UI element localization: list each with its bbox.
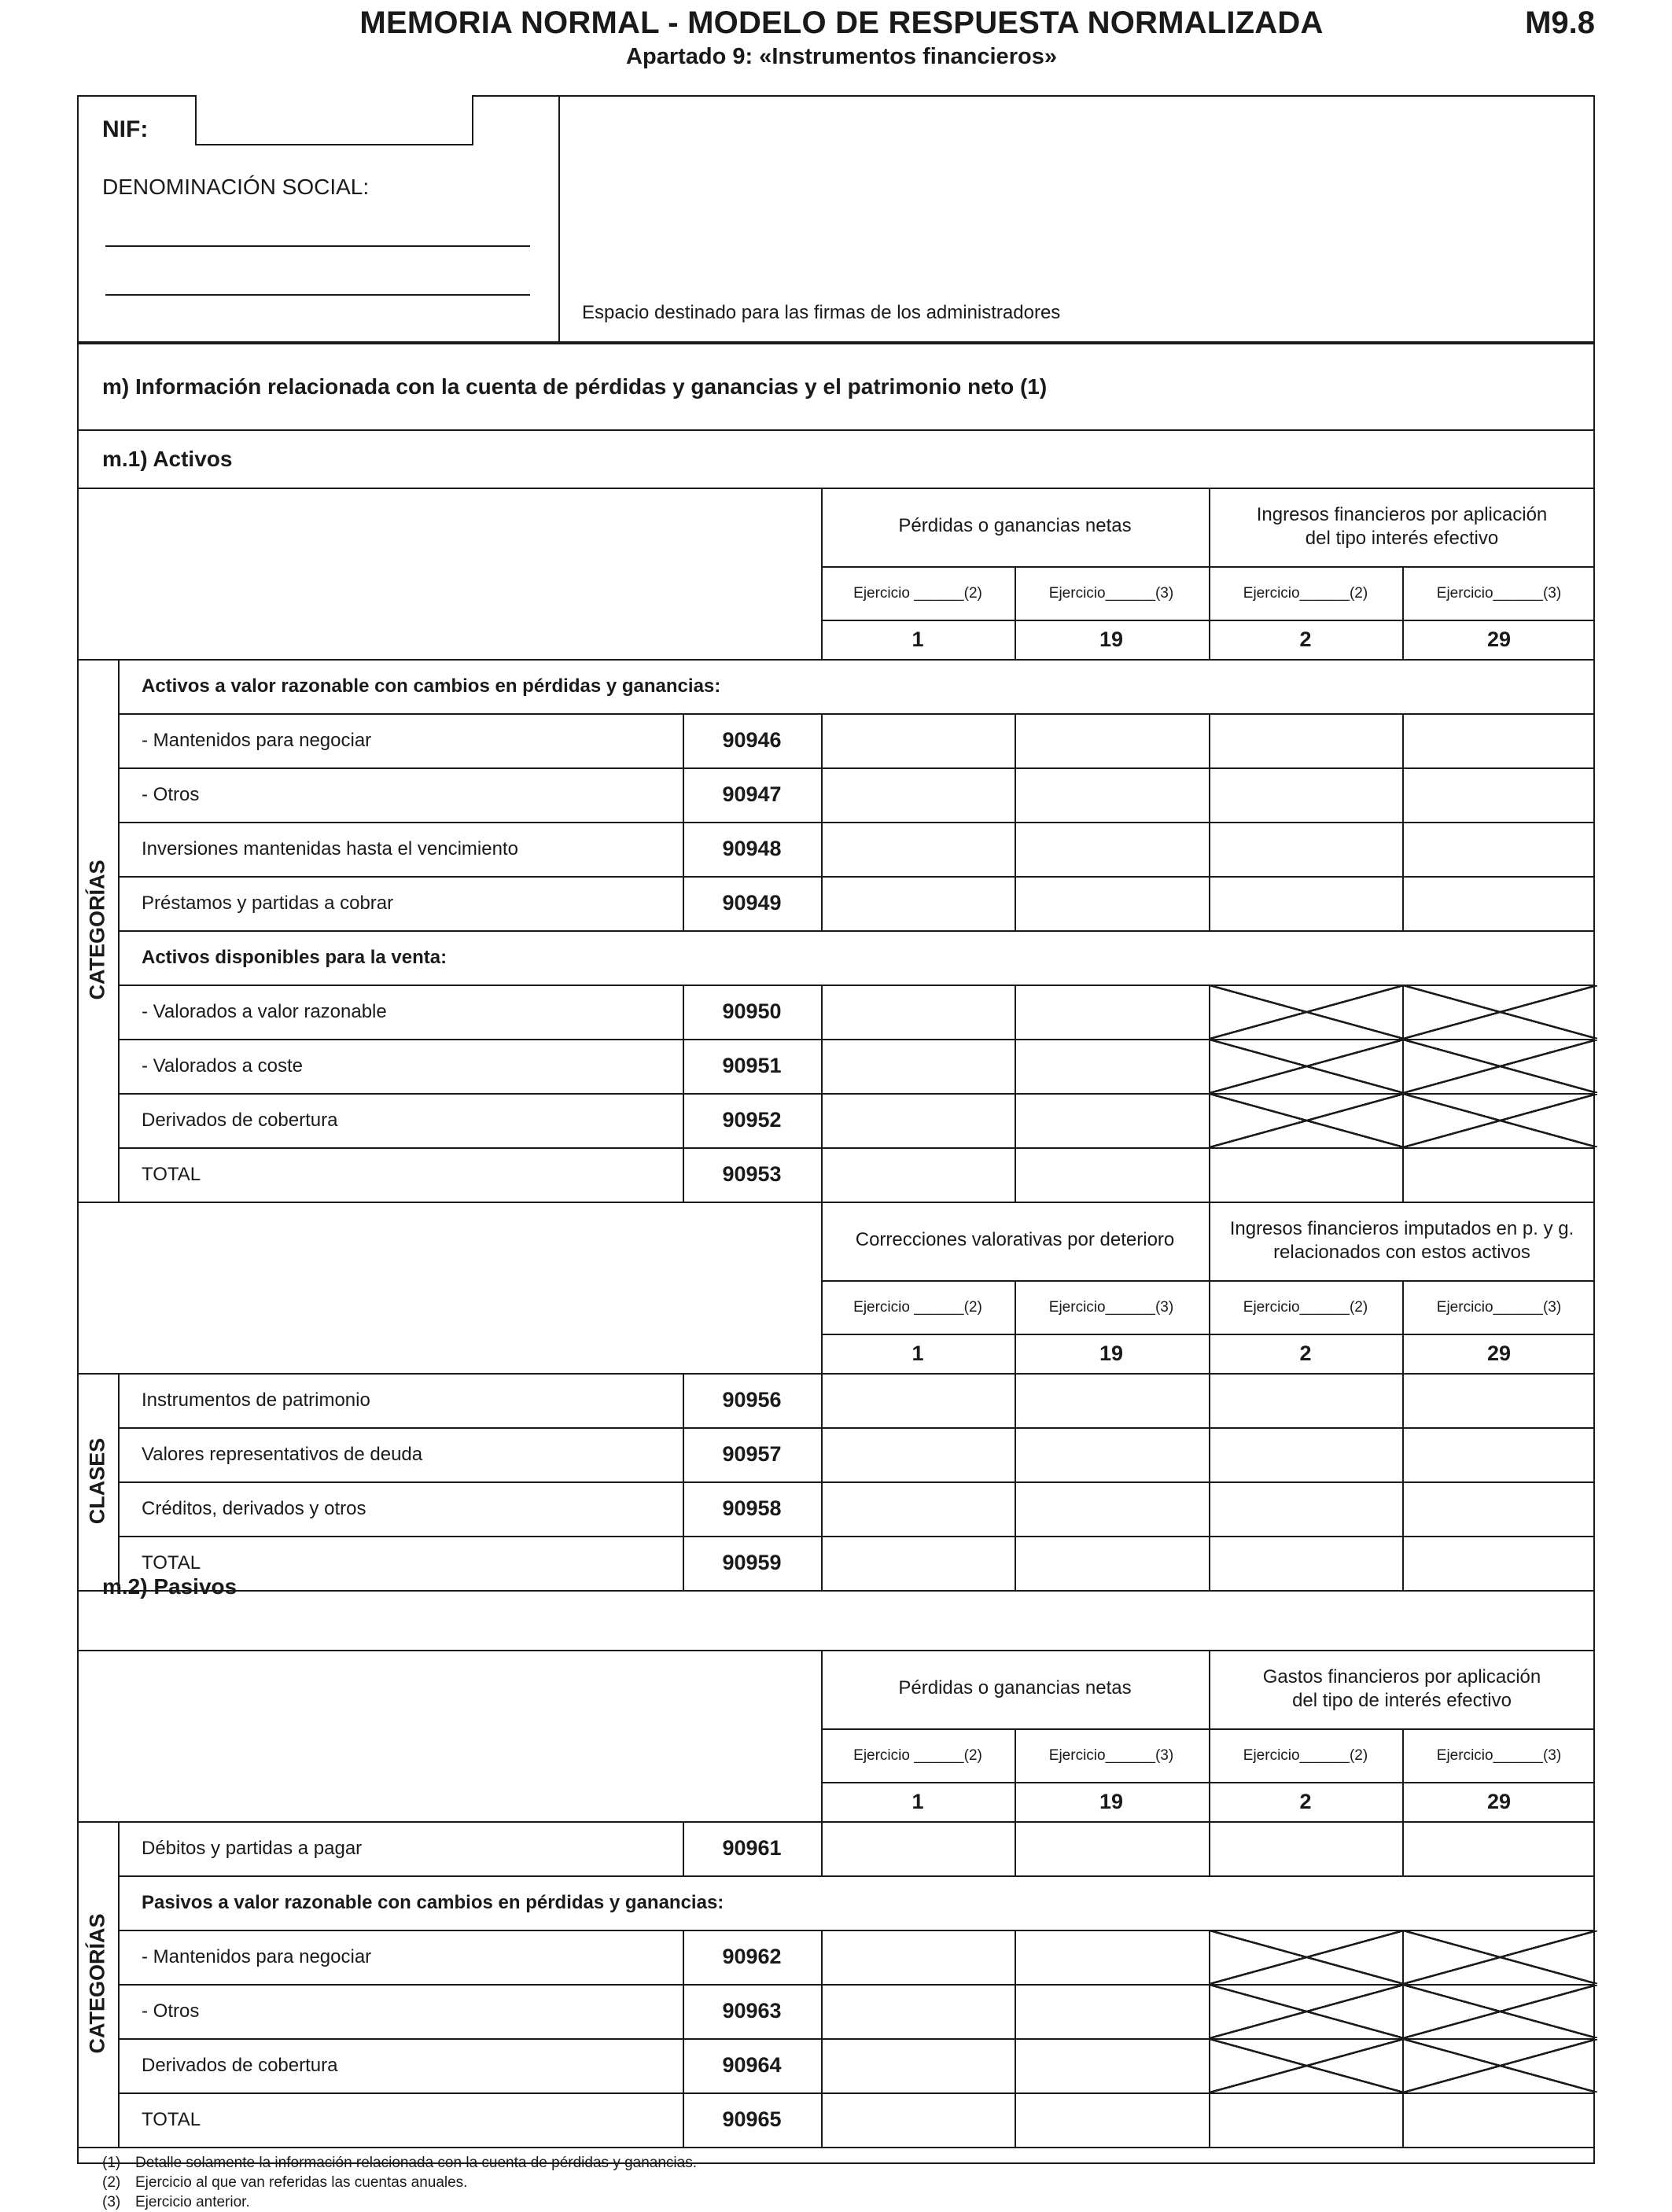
ejercicio-header[interactable]: Ejercicio______(2) bbox=[1243, 1299, 1368, 1316]
input-cell[interactable] bbox=[823, 878, 1015, 929]
row-label: TOTAL bbox=[142, 2108, 201, 2130]
column-number: 2 bbox=[1299, 1790, 1312, 1813]
footnote bbox=[102, 2153, 697, 2173]
grid-line-h bbox=[821, 1334, 1595, 1335]
crossed-out-cell bbox=[1210, 985, 1404, 1039]
row-code: 90958 bbox=[722, 1496, 782, 1520]
side-label: CATEGORÍAS bbox=[85, 859, 109, 1000]
input-cell[interactable] bbox=[1404, 1375, 1596, 1426]
footnote-number: (1) bbox=[102, 2155, 121, 2171]
input-cell[interactable] bbox=[1016, 769, 1208, 821]
row-col-divider bbox=[683, 2038, 684, 2092]
col-group-header: Ingresos financieros por aplicación bbox=[1256, 504, 1548, 525]
input-cell[interactable] bbox=[823, 823, 1015, 875]
row-code: 90956 bbox=[722, 1387, 782, 1411]
row-col-divider bbox=[683, 767, 684, 822]
nif-label: NIF: bbox=[102, 116, 149, 142]
form-title: MEMORIA NORMAL - MODELO DE RESPUESTA NORMALIZADA bbox=[359, 6, 1324, 40]
footnote-text: Detalle solamente la información relacionada con la cuenta de pérdidas y ganancias. bbox=[135, 2155, 697, 2171]
input-cell[interactable] bbox=[1404, 878, 1596, 929]
ejercicio-header[interactable]: Ejercicio______(3) bbox=[1436, 1299, 1562, 1316]
grid-line-h bbox=[821, 620, 1595, 621]
input-cell[interactable] bbox=[1404, 1429, 1596, 1481]
ejercicio-header[interactable]: Ejercicio ______(2) bbox=[853, 1299, 982, 1316]
input-cell[interactable] bbox=[1016, 986, 1208, 1038]
row-col-divider bbox=[683, 822, 684, 876]
input-cell[interactable] bbox=[823, 715, 1015, 767]
row-col-divider bbox=[683, 713, 684, 767]
input-cell[interactable] bbox=[1016, 1040, 1208, 1092]
signature-area-label: Espacio destinado para las firmas de los administradores bbox=[582, 302, 1061, 323]
row-code: 90946 bbox=[722, 727, 782, 752]
row-label: - Otros bbox=[142, 783, 200, 805]
divider bbox=[77, 1650, 1595, 1651]
crossed-out-cell bbox=[1403, 1930, 1597, 1984]
input-cell[interactable] bbox=[1016, 878, 1208, 929]
block-bottom bbox=[77, 1590, 1595, 1592]
row-code: 90957 bbox=[722, 1441, 782, 1466]
input-cell[interactable] bbox=[823, 2040, 1015, 2092]
row-label: Créditos, derivados y otros bbox=[142, 1497, 366, 1519]
footnote-text: Ejercicio al que van referidas las cuentas anuales. bbox=[135, 2174, 468, 2191]
ejercicio-header[interactable]: Ejercicio______(3) bbox=[1048, 585, 1174, 602]
crossed-out-cell bbox=[1210, 1930, 1404, 1984]
input-cell[interactable] bbox=[1016, 2040, 1208, 2092]
ejercicio-header[interactable]: Ejercicio ______(2) bbox=[853, 585, 982, 602]
column-number: 19 bbox=[1099, 628, 1124, 651]
row-divider bbox=[118, 930, 1595, 932]
footnote bbox=[102, 2192, 250, 2212]
column-number: 29 bbox=[1486, 1790, 1512, 1813]
input-cell[interactable] bbox=[1404, 823, 1596, 875]
row-code: 90951 bbox=[722, 1053, 782, 1077]
row-label: Instrumentos de patrimonio bbox=[142, 1389, 370, 1411]
input-cell[interactable] bbox=[1210, 1149, 1402, 1201]
row-code: 90961 bbox=[722, 1835, 782, 1860]
crossed-out-cell bbox=[1210, 1094, 1404, 1147]
row-col-divider bbox=[683, 1930, 684, 1984]
ejercicio-header[interactable]: Ejercicio ______(2) bbox=[853, 1747, 982, 1764]
row-code: 90947 bbox=[722, 782, 782, 806]
col-group-header: Correcciones valorativas por deterioro bbox=[855, 1229, 1175, 1250]
input-cell[interactable] bbox=[1404, 1823, 1596, 1875]
crossed-out-cell bbox=[1210, 1985, 1404, 2038]
row-code: 90962 bbox=[722, 1944, 782, 1968]
row-col-divider bbox=[683, 1373, 684, 1427]
input-cell[interactable] bbox=[1016, 1375, 1208, 1426]
denominacion-line-1[interactable] bbox=[105, 245, 530, 247]
row-col-divider bbox=[683, 876, 684, 930]
input-cell[interactable] bbox=[1016, 1483, 1208, 1535]
footnote-number: (2) bbox=[102, 2174, 121, 2191]
section-m-title: m) Información relacionada con la cuenta de pérdidas y ganancias y el patrimonio neto (1) bbox=[102, 374, 1048, 399]
crossed-out-cell bbox=[1403, 1040, 1597, 1093]
input-cell[interactable] bbox=[823, 1095, 1015, 1146]
row-col-divider bbox=[683, 1147, 684, 1202]
ejercicio-header[interactable]: Ejercicio______(3) bbox=[1436, 1747, 1562, 1764]
input-cell[interactable] bbox=[1016, 823, 1208, 875]
grid-line-h bbox=[821, 1782, 1595, 1783]
input-cell[interactable] bbox=[1016, 1986, 1208, 2037]
grid-line-h bbox=[77, 659, 1595, 661]
crossed-out-cell bbox=[1403, 1985, 1597, 2038]
row-code: 90964 bbox=[722, 2052, 782, 2077]
row-label: - Otros bbox=[142, 2000, 200, 2022]
row-col-divider bbox=[683, 1536, 684, 1590]
grid-line-h bbox=[821, 1728, 1595, 1730]
input-cell[interactable] bbox=[1404, 769, 1596, 821]
input-cell[interactable] bbox=[1404, 1537, 1596, 1589]
input-cell[interactable] bbox=[823, 769, 1015, 821]
input-cell[interactable] bbox=[823, 1375, 1015, 1426]
column-number: 19 bbox=[1099, 1342, 1124, 1365]
input-cell[interactable] bbox=[1210, 769, 1402, 821]
col-group-header: del tipo de interés efectivo bbox=[1292, 1690, 1512, 1711]
input-cell[interactable] bbox=[1210, 715, 1402, 767]
row-code: 90952 bbox=[722, 1107, 782, 1132]
row-label: TOTAL bbox=[142, 1551, 201, 1573]
col-group-header: Pérdidas o ganancias netas bbox=[898, 515, 1132, 536]
input-cell[interactable] bbox=[1404, 715, 1596, 767]
nif-field[interactable] bbox=[195, 95, 473, 145]
row-code: 90953 bbox=[722, 1161, 782, 1186]
row-label: Inversiones mantenidas hasta el vencimiento bbox=[142, 837, 518, 859]
input-cell[interactable] bbox=[1016, 1823, 1208, 1875]
input-cell[interactable] bbox=[823, 1986, 1015, 2037]
input-cell[interactable] bbox=[1210, 1483, 1402, 1535]
input-cell[interactable] bbox=[1404, 1149, 1596, 1201]
row-label: Préstamos y partidas a cobrar bbox=[142, 892, 394, 914]
side-divider bbox=[118, 1821, 120, 2147]
row-divider bbox=[118, 1875, 1595, 1877]
side-divider bbox=[118, 659, 120, 1202]
side-divider bbox=[118, 1373, 120, 1590]
footnote-text: Ejercicio anterior. bbox=[135, 2194, 250, 2210]
column-number: 19 bbox=[1099, 1790, 1124, 1813]
block-bottom bbox=[77, 2147, 1595, 2148]
row-code: 90963 bbox=[722, 1998, 782, 2022]
input-cell[interactable] bbox=[823, 986, 1015, 1038]
column-number: 1 bbox=[911, 628, 924, 651]
identification-divider bbox=[558, 95, 560, 343]
crossed-out-cell bbox=[1403, 2039, 1597, 2092]
input-cell[interactable] bbox=[1210, 823, 1402, 875]
input-cell[interactable] bbox=[1210, 1823, 1402, 1875]
input-cell[interactable] bbox=[1404, 1483, 1596, 1535]
form-code: M9.8 bbox=[1525, 6, 1595, 40]
input-cell[interactable] bbox=[1016, 1095, 1208, 1146]
row-label: Débitos y partidas a pagar bbox=[142, 1837, 363, 1859]
input-cell[interactable] bbox=[1210, 1375, 1402, 1426]
row-label: - Mantenidos para negociar bbox=[142, 729, 372, 751]
row-col-divider bbox=[683, 1984, 684, 2038]
group-heading: Activos disponibles para la venta: bbox=[142, 946, 447, 968]
crossed-out-cell bbox=[1403, 985, 1597, 1039]
row-col-divider bbox=[683, 1481, 684, 1536]
crossed-out-cell bbox=[1210, 1040, 1404, 1093]
row-code: 90959 bbox=[722, 1550, 782, 1574]
row-code: 90950 bbox=[722, 999, 782, 1023]
input-cell[interactable] bbox=[823, 2094, 1015, 2146]
input-cell[interactable] bbox=[1210, 1429, 1402, 1481]
input-cell[interactable] bbox=[1210, 2094, 1402, 2146]
column-number: 29 bbox=[1486, 1342, 1512, 1365]
denominacion-line-2[interactable] bbox=[105, 294, 530, 296]
input-cell[interactable] bbox=[823, 1823, 1015, 1875]
row-col-divider bbox=[683, 985, 684, 1039]
group-heading: Pasivos a valor razonable con cambios en pérdidas y ganancias: bbox=[142, 1891, 724, 1913]
row-col-divider bbox=[683, 1093, 684, 1147]
input-cell[interactable] bbox=[823, 1483, 1015, 1535]
ejercicio-header[interactable]: Ejercicio______(3) bbox=[1048, 1747, 1174, 1764]
side-label: CLASES bbox=[85, 1437, 109, 1525]
grid-line-h bbox=[821, 1280, 1595, 1282]
section-pasivos-title: m.2) Pasivos bbox=[102, 1574, 238, 1599]
side-label: CATEGORÍAS bbox=[85, 1913, 109, 2054]
column-number: 1 bbox=[911, 1790, 924, 1813]
column-number: 2 bbox=[1299, 628, 1312, 651]
row-col-divider bbox=[683, 1821, 684, 1875]
row-label: Derivados de cobertura bbox=[142, 2054, 338, 2076]
divider bbox=[77, 488, 1595, 489]
input-cell[interactable] bbox=[1016, 1931, 1208, 1983]
input-cell[interactable] bbox=[1016, 715, 1208, 767]
row-label: - Mantenidos para negociar bbox=[142, 1945, 372, 1967]
input-cell[interactable] bbox=[1210, 1537, 1402, 1589]
col-group-header: Ingresos financieros imputados en p. y g. bbox=[1229, 1218, 1574, 1239]
row-code: 90965 bbox=[722, 2107, 782, 2131]
row-col-divider bbox=[683, 1039, 684, 1093]
row-label: Derivados de cobertura bbox=[142, 1109, 338, 1131]
crossed-out-cell bbox=[1210, 2039, 1404, 2092]
divider bbox=[77, 429, 1595, 431]
row-code: 90948 bbox=[722, 836, 782, 860]
input-cell[interactable] bbox=[1404, 2094, 1596, 2146]
ejercicio-header[interactable]: Ejercicio______(3) bbox=[1048, 1299, 1174, 1316]
col-group-header: del tipo interés efectivo bbox=[1305, 528, 1499, 549]
row-col-divider bbox=[683, 1427, 684, 1481]
ejercicio-header[interactable]: Ejercicio______(3) bbox=[1436, 585, 1562, 602]
row-col-divider bbox=[683, 2092, 684, 2147]
grid-line-h bbox=[821, 566, 1595, 568]
input-cell[interactable] bbox=[823, 1429, 1015, 1481]
input-cell[interactable] bbox=[1016, 2094, 1208, 2146]
input-cell[interactable] bbox=[823, 1537, 1015, 1589]
row-code: 90949 bbox=[722, 890, 782, 915]
col-group-header: relacionados con estos activos bbox=[1273, 1242, 1530, 1263]
input-cell[interactable] bbox=[823, 1040, 1015, 1092]
block-bottom bbox=[77, 1202, 1595, 1203]
input-cell[interactable] bbox=[1016, 1149, 1208, 1201]
input-cell[interactable] bbox=[823, 1149, 1015, 1201]
footnote-number: (3) bbox=[102, 2194, 121, 2210]
col-group-header: Pérdidas o ganancias netas bbox=[898, 1677, 1132, 1699]
row-label: - Valorados a coste bbox=[142, 1054, 303, 1077]
form-subtitle: Apartado 9: «Instrumentos financieros» bbox=[626, 44, 1057, 69]
input-cell[interactable] bbox=[1210, 878, 1402, 929]
row-label: - Valorados a valor razonable bbox=[142, 1000, 387, 1022]
column-number: 2 bbox=[1299, 1342, 1312, 1365]
column-number: 29 bbox=[1486, 628, 1512, 651]
denominacion-label: DENOMINACIÓN SOCIAL: bbox=[102, 175, 370, 199]
row-label: Valores representativos de deuda bbox=[142, 1443, 423, 1465]
section-activos-title: m.1) Activos bbox=[102, 447, 233, 471]
column-number: 1 bbox=[911, 1342, 924, 1365]
crossed-out-cell bbox=[1403, 1094, 1597, 1147]
input-cell[interactable] bbox=[1016, 1537, 1208, 1589]
row-label: TOTAL bbox=[142, 1163, 201, 1185]
col-group-header: Gastos financieros por aplicación bbox=[1262, 1666, 1541, 1688]
input-cell[interactable] bbox=[823, 1931, 1015, 1983]
group-heading: Activos a valor razonable con cambios en pérdidas y ganancias: bbox=[142, 675, 721, 697]
ejercicio-header[interactable]: Ejercicio______(2) bbox=[1243, 585, 1368, 602]
ejercicio-header[interactable]: Ejercicio______(2) bbox=[1243, 1747, 1368, 1764]
input-cell[interactable] bbox=[1016, 1429, 1208, 1481]
